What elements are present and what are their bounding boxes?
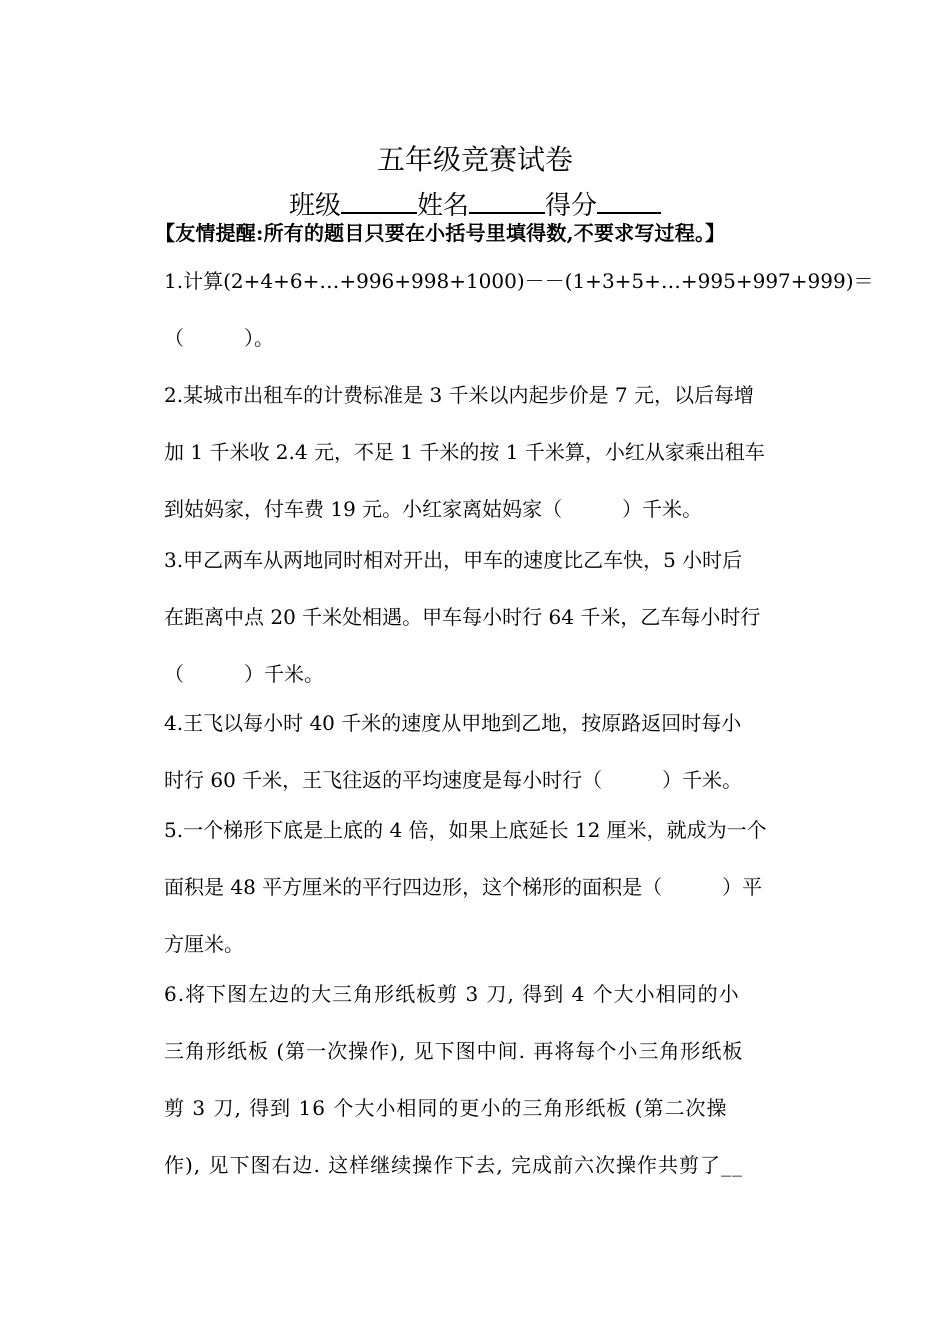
question-2-line-3: 到姑妈家，付车费 19 元。小红家离姑妈家（ ）千米。 (164, 497, 703, 521)
question-6-line-2: 三角形纸板 (第一次操作), 见下图中间. 再将每个小三角形纸板 (164, 1039, 744, 1063)
question-6-line-1: 6.将下图左边的大三角形纸板剪 3 刀, 得到 4 个大小相同的小 (164, 982, 740, 1006)
question-1-line-2: （ ）。 (164, 326, 274, 350)
name-blank (469, 184, 545, 214)
question-6-line-3: 剪 3 刀, 得到 16 个大小相同的更小的三角形纸板 (第二次操 (164, 1096, 728, 1120)
class-label: 班级 (288, 191, 341, 221)
score-blank (597, 184, 661, 214)
question-2-line-2: 加 1 千米收 2.4 元，不足 1 千米的按 1 千米算，小红从家乘出租车 (164, 440, 765, 464)
question-4-line-1: 4.王飞以每小时 40 千米的速度从甲地到乙地，按原路返回时每小 (164, 711, 742, 735)
question-6-line-4: 作), 见下图右边. 这样继续操作下去, 完成前六次操作共剪了__ (164, 1153, 743, 1177)
question-3-line-2: 在距离中点 20 千米处相遇。甲车每小时行 64 千米，乙车每小时行 (164, 605, 761, 629)
question-5-line-2: 面积是 48 平方厘米的平行四边形，这个梯形的面积是（ ）平 (164, 875, 763, 899)
question-4-line-2: 时行 60 千米，王飞往返的平均速度是每小时行（ ）千米。 (164, 768, 743, 792)
question-5-line-3: 方厘米。 (164, 932, 244, 956)
reminder-note: 【友情提醒:所有的题目只要在小括号里填得数,不要求写过程。】 (155, 221, 726, 245)
question-3-line-1: 3.甲乙两车从两地同时相对开出，甲车的速度比乙车快，5 小时后 (164, 548, 743, 572)
name-label: 姓名 (416, 191, 469, 221)
question-5-line-1: 5.一个梯形下底是上底的 4 倍，如果上底延长 12 厘米，就成为一个 (164, 818, 767, 842)
question-1-line-1: 1.计算(2+4+6+…+996+998+1000)－－(1+3+5+…+995+997+999)＝ (164, 269, 874, 293)
class-blank (341, 184, 417, 214)
page-title: 五年级竞赛试卷 (376, 143, 573, 176)
question-2-line-1: 2.某城市出租车的计费标准是 3 千米以内起步价是 7 元，以后每增 (164, 383, 754, 407)
score-label: 得分 (545, 191, 598, 221)
question-3-line-3: （ ）千米。 (164, 662, 324, 686)
